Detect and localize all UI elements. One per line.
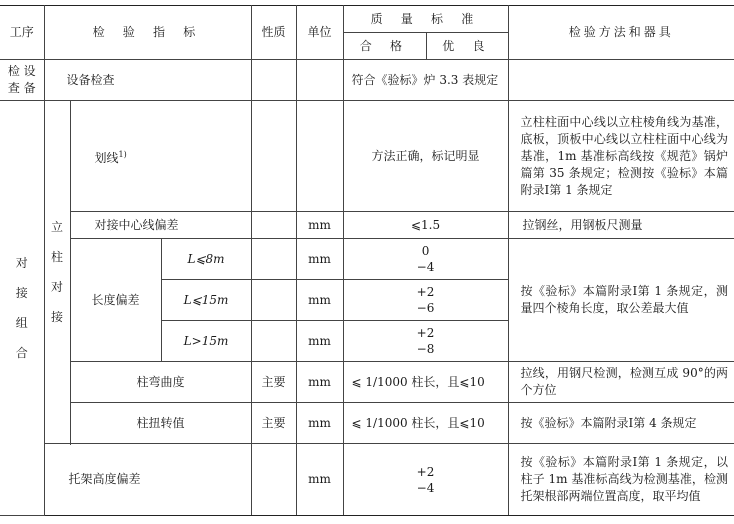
tolerance-lower: −8 bbox=[416, 342, 435, 356]
equipment-check-standard: 符合《验标》炉 3.3 表规定 bbox=[343, 60, 508, 101]
marking-standard: 方法正确，标记明显 bbox=[343, 101, 508, 212]
marking-indicator bbox=[70, 101, 251, 212]
center-line-row bbox=[0, 212, 734, 239]
torsion-unit: mm bbox=[296, 403, 343, 444]
equipment-check-process-line2: 查 备 bbox=[7, 81, 36, 95]
assembly-process-char: 组 bbox=[15, 316, 28, 330]
bracket-unit: mm bbox=[296, 444, 343, 516]
marking-label: 划线 bbox=[94, 150, 119, 165]
column-group-char: 接 bbox=[50, 310, 63, 324]
bending-indicator: 柱弯曲度 bbox=[70, 362, 251, 403]
length-condition: L>15m bbox=[161, 321, 251, 362]
column-group-char: 柱 bbox=[50, 250, 63, 264]
bending-unit: mm bbox=[296, 362, 343, 403]
marking-nature bbox=[251, 101, 296, 212]
length-unit: mm bbox=[296, 280, 343, 321]
assembly-process-cell bbox=[0, 101, 44, 516]
length-condition: L⩽15m bbox=[161, 280, 251, 321]
bending-standard: ⩽ 1/1000 柱长，且⩽10 bbox=[343, 362, 508, 403]
length-nature bbox=[251, 280, 296, 321]
marking-method: 立柱柱面中心线以立柱棱角线为基准，底板，顶板中心线以立柱柱面中心线为基准，1m 基准标高线按《规范》锅炉篇第 35 条规定；检测按《验标》本篇附录Ⅰ第 1 条规定 bbox=[508, 101, 734, 212]
bending-row bbox=[0, 362, 734, 403]
center-line-standard: ⩽1.5 bbox=[343, 212, 508, 239]
bracket-nature bbox=[251, 444, 296, 516]
center-line-method: 拉钢丝，用钢板尺测量 bbox=[508, 212, 734, 239]
equipment-check-nature bbox=[251, 60, 296, 101]
header-unit: 单位 bbox=[296, 6, 343, 60]
tolerance-upper: +2 bbox=[416, 464, 435, 479]
length-tolerance bbox=[343, 321, 508, 362]
header-excellent: 优 良 bbox=[426, 33, 508, 60]
length-tolerance bbox=[343, 280, 508, 321]
torsion-nature: 主要 bbox=[251, 403, 296, 444]
assembly-process-char: 对 bbox=[15, 256, 28, 270]
length-nature bbox=[251, 321, 296, 362]
tolerance-lower: −4 bbox=[416, 480, 435, 495]
tolerance-upper: 0 bbox=[421, 244, 430, 258]
inspection-standard-table bbox=[0, 5, 734, 516]
bracket-tolerance bbox=[343, 444, 508, 516]
length-unit: mm bbox=[296, 321, 343, 362]
header-nature: 性质 bbox=[251, 6, 296, 60]
center-line-nature bbox=[251, 212, 296, 239]
header-quality-standard: 质 量 标 准 bbox=[343, 6, 508, 33]
marking-unit bbox=[296, 101, 343, 212]
equipment-check-row bbox=[0, 60, 734, 101]
assembly-process-char: 接 bbox=[15, 286, 28, 300]
column-joint-group-cell bbox=[44, 101, 70, 444]
tolerance-upper: +2 bbox=[416, 326, 435, 340]
bracket-method: 按《验标》本篇附录Ⅰ第 1 条规定，以柱子 1m 基准标高线为检测基准，检测托架根部两端位置高度，取平均值 bbox=[508, 444, 734, 516]
tolerance-lower: −4 bbox=[416, 260, 435, 274]
center-line-indicator: 对接中心线偏差 bbox=[70, 212, 251, 239]
equipment-check-method bbox=[508, 60, 734, 101]
length-tolerance bbox=[343, 239, 508, 280]
marking-row bbox=[0, 101, 734, 212]
bending-nature: 主要 bbox=[251, 362, 296, 403]
equipment-check-indicator: 设备检查 bbox=[44, 60, 251, 101]
column-group-char: 对 bbox=[50, 280, 63, 294]
torsion-row bbox=[0, 403, 734, 444]
length-indicator: 长度偏差 bbox=[70, 239, 161, 362]
header-row bbox=[0, 6, 734, 33]
bracket-indicator: 托架高度偏差 bbox=[44, 444, 251, 516]
equipment-check-process-line1: 检 设 bbox=[7, 64, 36, 78]
tolerance-upper: +2 bbox=[416, 285, 435, 299]
equipment-check-unit bbox=[296, 60, 343, 101]
tolerance-lower: −6 bbox=[416, 301, 435, 315]
torsion-indicator: 柱扭转值 bbox=[70, 403, 251, 444]
center-line-unit: mm bbox=[296, 212, 343, 239]
length-unit: mm bbox=[296, 239, 343, 280]
equipment-check-process bbox=[0, 60, 44, 101]
marking-footnote-mark: 1) bbox=[118, 149, 127, 159]
torsion-method: 按《验标》本篇附录Ⅰ第 4 条规定 bbox=[508, 403, 734, 444]
length-method: 按《验标》本篇附录Ⅰ第 1 条规定，测量四个棱角长度，取公差最大值 bbox=[508, 239, 734, 362]
length-nature bbox=[251, 239, 296, 280]
bending-method: 拉线，用钢尺检测，检测互成 90°的两个方位 bbox=[508, 362, 734, 403]
header-indicator: 检 验 指 标 bbox=[44, 6, 251, 60]
assembly-process-char: 合 bbox=[15, 346, 28, 360]
torsion-standard: ⩽ 1/1000 柱长，且⩽10 bbox=[343, 403, 508, 444]
bracket-row bbox=[0, 444, 734, 516]
header-method: 检验方法和器具 bbox=[508, 6, 734, 60]
length-row bbox=[0, 239, 734, 280]
header-qualified: 合 格 bbox=[343, 33, 426, 60]
header-process: 工序 bbox=[0, 6, 44, 60]
length-condition: L⩽8m bbox=[161, 239, 251, 280]
column-group-char: 立 bbox=[50, 220, 63, 234]
